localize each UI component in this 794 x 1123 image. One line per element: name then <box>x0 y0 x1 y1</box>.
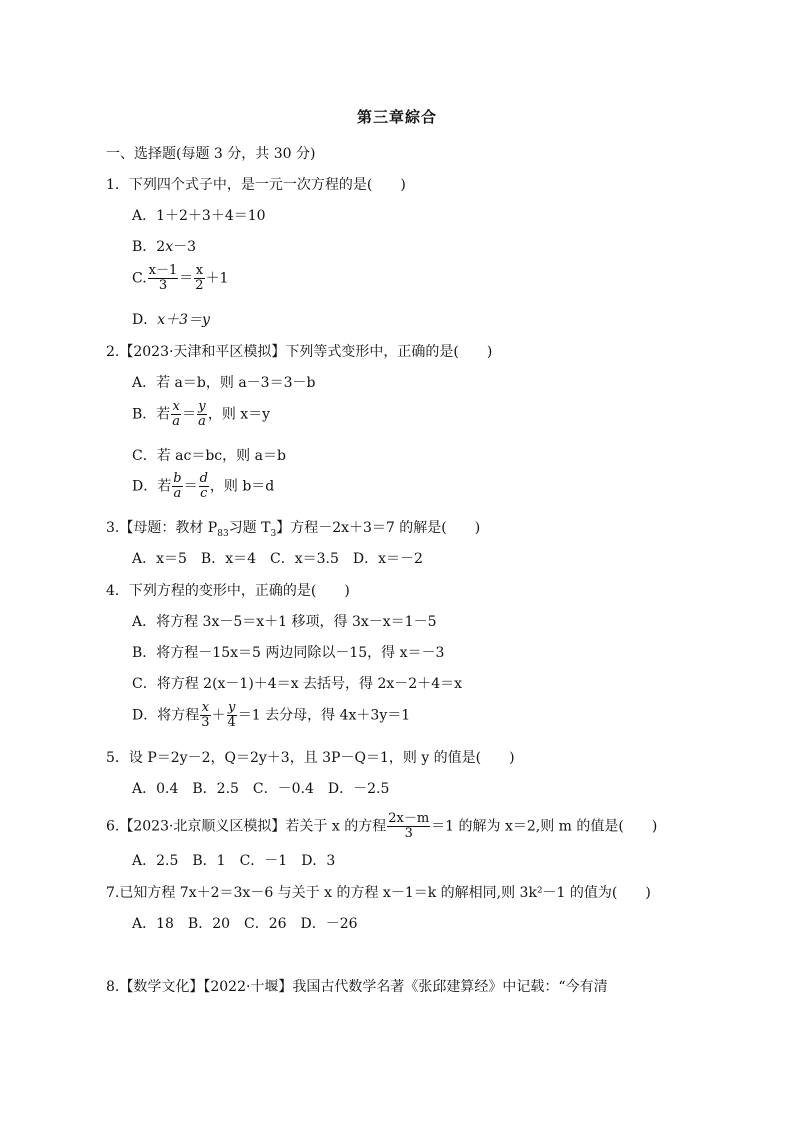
q1-c-denominator-1: 3 <box>158 278 168 293</box>
q2-d-numerator-2: d <box>199 471 208 486</box>
q4-d-denominator-2: 4 <box>227 715 236 730</box>
q1-d-prefix: D． <box>132 312 158 328</box>
q2-b-fraction-1 <box>171 400 181 429</box>
q1-d-text: x＋3＝y <box>157 312 210 328</box>
q1-option-a: A．1＋2＋3＋4＝10 <box>132 208 266 224</box>
q2-b-eq: ＝ <box>182 406 197 423</box>
page-title: 第三章綜合 <box>356 108 437 126</box>
q4-d-plus: ＋ <box>211 707 226 724</box>
q2-d-fraction-2 <box>199 472 209 501</box>
q6-denominator: 3 <box>404 826 413 841</box>
q3-page-subscript: 83 <box>217 528 229 539</box>
q6-stem-suffix: ＝1 的解为 x＝2,则 m 的值是( ) <box>431 818 658 835</box>
q2-b-prefix: B．若 <box>132 406 171 423</box>
question-3-stem <box>106 518 480 544</box>
q2-d-denominator-2: c <box>200 486 208 501</box>
q2-option-c: C．若 ac＝bc，则 a＝b <box>132 448 286 464</box>
question-1-stem: 1．下列四个式子中，是一元一次方程的是( ) <box>106 177 406 193</box>
q4-d-numerator-2: y <box>227 700 236 715</box>
q7-options: A．18 B．20 C．26 D．－26 <box>132 916 358 932</box>
q1-c-prefix: C. <box>132 270 147 287</box>
q1-option-d <box>132 310 210 330</box>
q4-d-numerator-1: x <box>201 700 210 715</box>
q1-b-prefix: B．2 <box>132 239 166 255</box>
q1-c-fraction-2 <box>194 264 204 293</box>
q4-d-fraction-1 <box>200 701 210 730</box>
question-7-stem: 7.已知方程 7x＋2＝3x－6 与关于 x 的方程 x－1＝k 的解相同,则 3k²－1 的值为( ) <box>106 885 651 901</box>
q2-option-d <box>132 472 274 501</box>
q1-c-denominator-2: 2 <box>195 278 204 293</box>
question-5-stem: 5．设 P＝2y－2，Q＝2y＋3，且 3P－Q＝1，则 y 的值是( ) <box>106 750 515 766</box>
q2-option-a: A．若 a＝b，则 a－3＝3－b <box>132 375 316 391</box>
q3-options: A．x＝5 B．x＝4 C．x＝3.5 D．x＝－2 <box>132 551 423 567</box>
question-4-stem: 4．下列方程的变形中，正确的是( ) <box>106 583 350 599</box>
q4-option-a: A．将方程 3x－5＝x＋1 移项，得 3x－x＝1－5 <box>132 614 437 630</box>
q1-c-eq: ＝ <box>179 270 194 287</box>
question-6-stem <box>106 812 657 841</box>
q2-b-fraction-2 <box>197 400 207 429</box>
q5-options: A．0.4 B．2.5 C．－0.4 D．－2.5 <box>132 781 390 797</box>
q6-options: A．2.5 B．1 C．－1 D．3 <box>132 853 336 869</box>
question-8-stem: 8.【数学文化】【2022·十堰】我国古代数学名著《张邱建算经》中记载：“今有清 <box>106 979 608 995</box>
q2-d-denominator-1: a <box>173 486 182 501</box>
section-heading: 一、选择题(每题 3 分，共 30 分) <box>106 146 316 162</box>
q2-option-b <box>132 400 270 429</box>
q1-c-numerator-2: x <box>195 263 204 278</box>
question-2-stem: 2.【2023·天津和平区模拟】下列等式变形中，正确的是( ) <box>106 344 493 360</box>
q4-option-b: B．将方程－15x＝5 两边同除以－15，得 x＝－3 <box>132 645 445 661</box>
q1-b-var: x <box>165 239 174 255</box>
q2-d-eq: ＝ <box>183 478 198 495</box>
q6-numerator: 2x－m <box>388 811 430 826</box>
q6-fraction <box>387 812 430 841</box>
q4-option-d <box>132 701 410 730</box>
q2-d-fraction-1 <box>172 472 182 501</box>
q4-d-prefix: D．将方程 <box>132 707 200 724</box>
q3-exercise-subscript: 3 <box>270 528 277 539</box>
q1-b-suffix: －3 <box>173 239 197 255</box>
q4-option-c: C．将方程 2(x－1)＋4＝x 去括号，得 2x－2＋4＝x <box>132 676 463 692</box>
q2-d-numerator-1: b <box>173 471 182 486</box>
q2-b-suffix: ，则 x＝y <box>207 406 271 423</box>
q2-d-prefix: D．若 <box>132 478 172 495</box>
q1-option-c <box>132 264 228 293</box>
q4-d-suffix: ＝1 去分母，得 4x＋3y＝1 <box>237 707 411 724</box>
q1-c-fraction-1 <box>148 264 179 293</box>
q3-stem-a: 3.【母题：教材 P <box>106 520 218 536</box>
q4-d-fraction-2 <box>227 701 237 730</box>
q1-option-b <box>132 237 196 257</box>
q6-stem-prefix: 6.【2023·北京顺义区模拟】若关于 x 的方程 <box>106 818 387 835</box>
q1-c-numerator-1: x－1 <box>148 263 178 278</box>
q2-d-suffix: ，则 b＝d <box>209 478 275 495</box>
q2-b-numerator-1: x <box>172 399 180 414</box>
q2-b-numerator-2: y <box>198 399 206 414</box>
q1-c-suffix: ＋1 <box>205 270 229 287</box>
q2-b-denominator-2: a <box>198 414 206 429</box>
q4-d-denominator-1: 3 <box>201 715 210 730</box>
q3-stem-c: 】方程－2x＋3＝7 的解是( ) <box>276 520 481 536</box>
q3-stem-b: 习题 T <box>228 520 271 536</box>
q2-b-denominator-1: a <box>172 414 181 429</box>
